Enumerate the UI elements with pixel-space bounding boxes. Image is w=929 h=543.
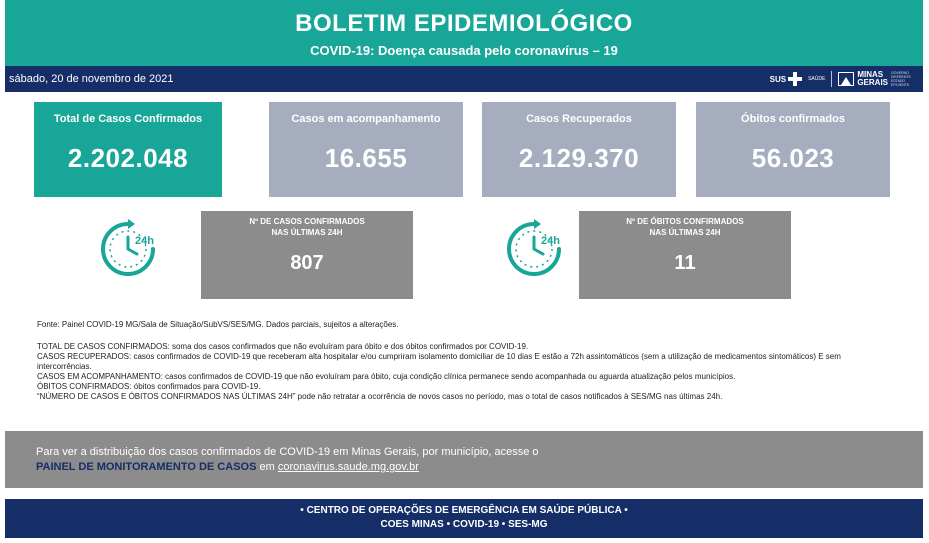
card-value: 56.023 bbox=[751, 143, 835, 173]
source-note: Fonte: Painel COVID-19 MG/Sala de Situação/SubVS/SES/MG. Dados parciais, sujeitos a alterações. bbox=[37, 320, 399, 329]
panel-connector-text: em bbox=[256, 461, 278, 473]
logo-divider bbox=[831, 71, 832, 87]
logos bbox=[770, 68, 915, 90]
sus-logo bbox=[770, 72, 802, 86]
page-title: BOLETIM EPIDEMIOLÓGICO bbox=[295, 10, 633, 37]
card-value: 16.655 bbox=[324, 143, 408, 173]
deaths-card bbox=[696, 102, 890, 197]
cases-last-24h-box bbox=[201, 211, 413, 299]
sus-logo-text: SUS bbox=[769, 74, 787, 84]
footer-line2: COES MINAS • COVID-19 • SES-MG bbox=[380, 519, 548, 530]
recovered-cases-card bbox=[482, 102, 676, 197]
card-label: Casos em acompanhamento bbox=[291, 113, 441, 125]
box-label-line2: NAS ÚLTIMAS 24H bbox=[649, 228, 721, 237]
deaths-last-24h-value: 11 bbox=[674, 252, 696, 274]
card-label: Casos Recuperados bbox=[526, 113, 632, 125]
dashboard-panel bbox=[5, 431, 923, 488]
card-value: 2.202.048 bbox=[67, 143, 189, 173]
card-value: 2.129.370 bbox=[518, 143, 640, 173]
date-bar bbox=[5, 66, 923, 92]
bulletin-date: sábado, 20 de novembro de 2021 bbox=[9, 73, 174, 85]
minas-gerais-logo bbox=[838, 71, 915, 87]
notes-section bbox=[37, 320, 897, 402]
box-label-line2: NAS ÚLTIMAS 24H bbox=[271, 228, 343, 237]
box-label-line1: Nº DE CASOS CONFIRMADOS bbox=[249, 217, 365, 226]
card-label: Óbitos confirmados bbox=[741, 113, 845, 125]
cases-last-24h-value: 807 bbox=[290, 252, 324, 274]
note-line: CASOS EM ACOMPANHAMENTO: casos confirmados de COVID-19 que não evoluíram para óbito, cuja condição clínica permanece sendo acompanhada ou aguarda atualização pelos municípios. bbox=[37, 372, 736, 381]
website-link[interactable]: coronavirus.saude.mg.gov.br bbox=[277, 461, 419, 473]
clock-24h-icon bbox=[503, 218, 565, 280]
mg-logo-line1: MINAS bbox=[857, 70, 884, 79]
deaths-last-24h-box bbox=[579, 211, 791, 299]
note-line: TOTAL DE CASOS CONFIRMADOS: soma dos casos confirmados que não evoluíram para óbito e dos óbitos confirmados por COVID-19. bbox=[37, 342, 529, 351]
card-label: Total de Casos Confirmados bbox=[53, 113, 203, 125]
mg-logo-tagline: GOVERNO DIFERENTE. ESTADO EFICIENTE. bbox=[891, 71, 912, 87]
box-label-line1: Nº DE ÓBITOS CONFIRMADOS bbox=[626, 217, 744, 226]
note-line: CASOS RECUPERADOS: casos confirmados de COVID-19 que receberam alta hospitalar e/ou cumpriram isolamento domiciliar de 10 dias E estão a 72h assintomáticos (sem a utilização de medicamentos sintomáticos) E sem intercorrências. bbox=[37, 352, 841, 371]
triangle-icon bbox=[838, 72, 854, 86]
clock-24h-label: 24h bbox=[541, 235, 560, 247]
clock-24h-label: 24h bbox=[135, 235, 154, 247]
note-line: ÓBITOS CONFIRMADOS: óbitos confirmados para COVID-19. bbox=[37, 382, 261, 391]
saude-logo: SAÚDE bbox=[808, 76, 826, 82]
footer bbox=[5, 499, 923, 538]
panel-text: Para ver a distribuição dos casos confirmados de COVID-19 em Minas Gerais, por município, acesse o bbox=[36, 446, 539, 458]
dashboard-link[interactable]: PAINEL DE MONITORAMENTO DE CASOS bbox=[36, 461, 257, 473]
clock-24h-icon bbox=[97, 218, 159, 280]
mg-logo-line2: GERAIS bbox=[857, 78, 888, 87]
note-line: “NÚMERO DE CASOS E ÓBITOS CONFIRMADOS NAS ÚLTIMAS 24H” pode não retratar a ocorrência de novos casos no período, mas o total de casos notificados à SES/MG nas últimas 24h. bbox=[37, 392, 723, 401]
plus-icon bbox=[788, 72, 802, 86]
active-cases-card bbox=[269, 102, 463, 197]
footer-line1: • CENTRO DE OPERAÇÕES DE EMERGÊNCIA EM SAÚDE PÚBLICA • bbox=[300, 505, 628, 516]
header-banner bbox=[5, 0, 923, 66]
total-cases-card bbox=[34, 102, 222, 197]
page-subtitle: COVID-19: Doença causada pelo coronavírus – 19 bbox=[310, 43, 618, 58]
